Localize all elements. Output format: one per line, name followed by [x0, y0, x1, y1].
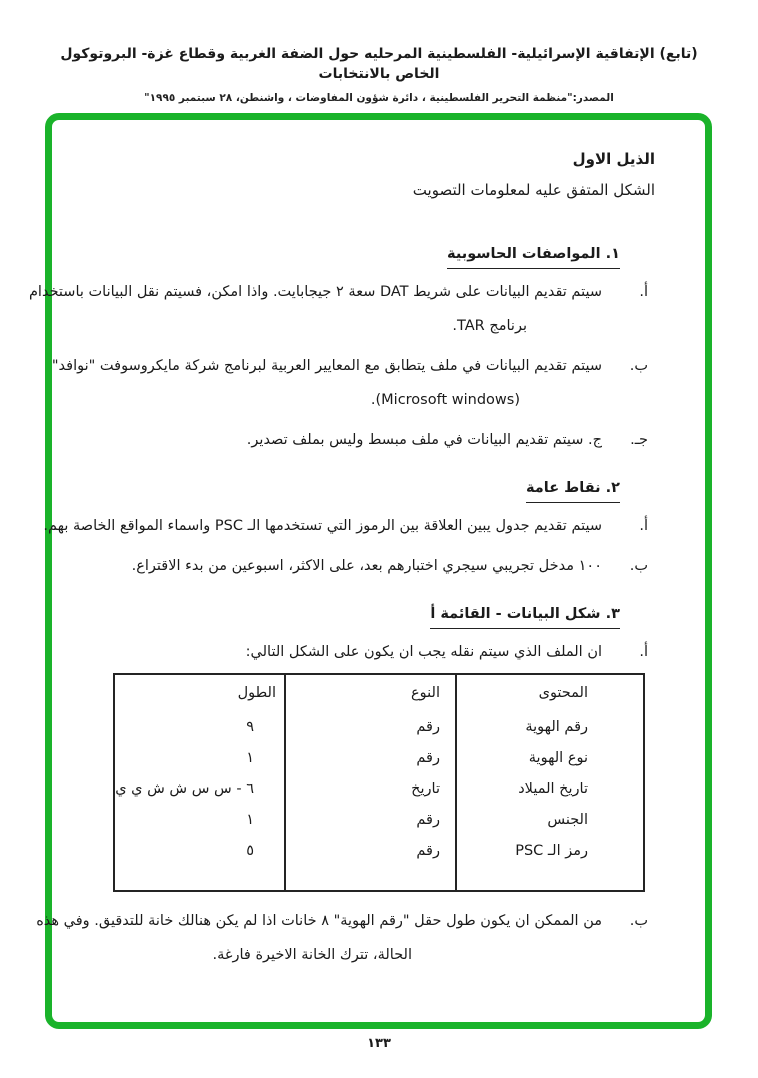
data-format-table — [113, 673, 645, 892]
list-item — [78, 635, 655, 669]
source-line: المصدر:"منظمة التحرير الفلسطينية ، دائرة شؤون المفاوضات ، واشنطن، ٢٨ سبتمبر ١٩٩٥" — [144, 92, 614, 104]
item-line: ان الملف الذي سيتم نقله يجب ان يكون على الشكل التالي: — [245, 644, 602, 660]
item-marker: ب. — [629, 558, 648, 574]
table-header-row — [114, 674, 644, 711]
section-2-heading: ٢. نقاط عامة — [78, 477, 620, 503]
data-format-table-wrap — [78, 673, 645, 892]
item-text — [52, 349, 602, 417]
table-cell: ٩ — [246, 718, 254, 735]
green-frame — [28, 113, 712, 1029]
table-cell: الجنس — [456, 804, 644, 835]
table-cell: رقم — [285, 835, 456, 866]
item-text — [43, 509, 602, 543]
item-line: سيتم تقديم البيانات على شريط DAT سعة ٢ جيجابايت. واذا امكن، فسيتم نقل البيانات باستخدام — [28, 284, 602, 300]
table-cell: ١ — [246, 811, 254, 828]
item-marker: أ. — [639, 284, 648, 300]
item-marker: أ. — [639, 518, 648, 534]
item-line: (Microsoft windows). — [370, 392, 520, 408]
appendix-subtitle: الشكل المتفق عليه لمعلومات التصويت — [412, 181, 655, 199]
item-line: الحالة، تترك الخانة الاخيرة فارغة. — [212, 947, 412, 963]
section-3-heading: ٣. شكل البيانات - القائمة أ — [78, 603, 620, 629]
table-row — [114, 711, 644, 742]
list-item — [78, 549, 655, 583]
item-marker: أ. — [639, 644, 648, 660]
table-cell: ٥ — [246, 842, 254, 859]
list-item — [51, 349, 655, 417]
section-1-heading: ١. المواصفات الحاسوبية — [78, 243, 620, 269]
table-header-cell: المحتوى — [456, 674, 644, 711]
table-header-cell: الطول — [237, 685, 276, 701]
table-cell: تاريخ الميلاد — [456, 773, 644, 804]
list-item — [28, 275, 655, 343]
page-number: ١٣٣ — [367, 1036, 391, 1051]
table-cell: نوع الهوية — [456, 742, 644, 773]
table-cell: رقم — [285, 742, 456, 773]
item-line: ج. سيتم تقديم البيانات في ملف مبسط وليس بملف تصدير. — [246, 432, 602, 448]
item-line: سيتم تقديم البيانات في ملف يتطابق مع المعايير العربية لبرنامج شركة مايكروسوفت "نوافد" — [51, 358, 602, 374]
item-text — [36, 904, 602, 972]
table-row — [114, 804, 644, 835]
item-line: سيتم تقديم جدول يبين العلاقة بين الرموز التي تستخدمها الـ PSC واسماء المواقع الخاصة بهم. — [43, 518, 602, 534]
table-cell: رقم — [285, 711, 456, 742]
item-text — [78, 423, 602, 457]
table-row — [114, 835, 644, 866]
table-cell: ٦ - س س ش ش ي ي — [115, 780, 254, 797]
table-cell: ١ — [246, 749, 254, 766]
item-text — [78, 635, 602, 669]
appendix-title: الذيل الاول — [572, 150, 655, 168]
item-marker: جـ. — [630, 432, 648, 448]
table-row — [114, 742, 644, 773]
item-marker: ب. — [629, 913, 648, 929]
item-line: من الممكن ان يكون طول حقل "رقم الهوية" ٨ خانات اذا لم يكن هنالك خانة للتدقيق. وفي هذه — [36, 913, 602, 929]
table-cell: رقم الهوية — [456, 711, 644, 742]
list-item — [43, 509, 655, 543]
table-cell: تاريخ — [285, 773, 456, 804]
table-row — [114, 773, 644, 804]
table-cell: رقم — [285, 804, 456, 835]
table-header-cell: النوع — [285, 674, 456, 711]
appendix-content — [28, 120, 705, 972]
agreement-title: (تابع) الإتفاقية الإسرائيلية- الفلسطينية المرحليه حول الضفة الغربية وقطاع غزة- البروتوكول الخاص بالانتخابات — [60, 46, 698, 82]
list-item — [36, 904, 655, 972]
list-item — [78, 423, 655, 457]
item-line: ١٠٠ مدخل تجريبي سيجري اختبارهم بعد، على الاكثر، اسبوعين من بدء الاقتراع. — [131, 558, 602, 574]
page-header — [0, 0, 758, 106]
item-text — [78, 549, 602, 583]
item-marker: ب. — [629, 358, 648, 374]
item-line: برنامج TAR. — [452, 318, 527, 334]
item-text — [29, 275, 602, 343]
table-spacer-row — [114, 866, 644, 891]
table-cell: رمز الـ PSC — [456, 835, 644, 866]
